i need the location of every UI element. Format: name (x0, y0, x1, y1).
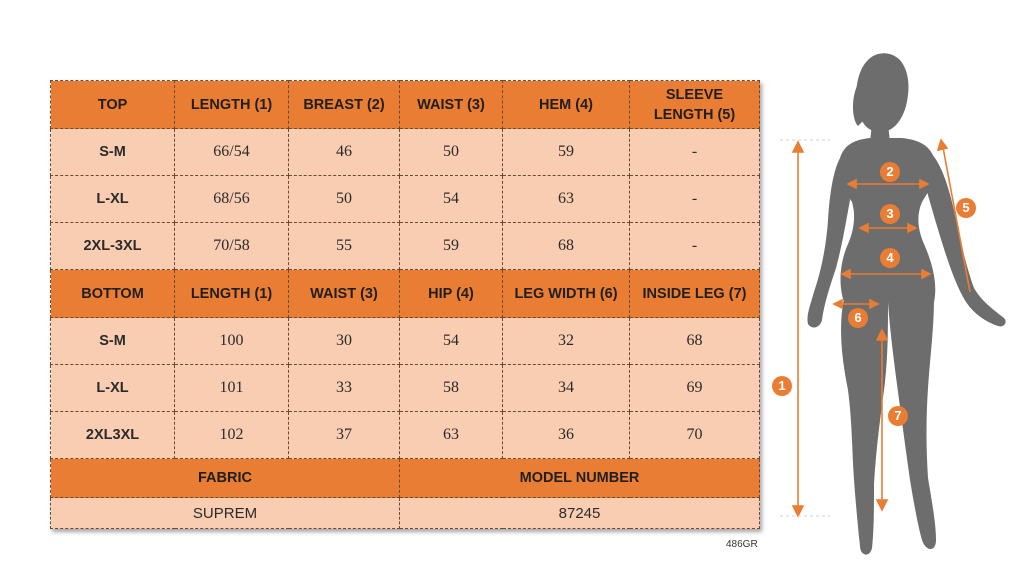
silhouette-diagram (760, 40, 1024, 571)
marker-1-icon: 1 (772, 376, 792, 396)
bottom-header-cell: INSIDE LEG (7) (630, 270, 760, 318)
value-cell: 63 (400, 412, 503, 459)
model-number-value: 87245 (400, 498, 760, 529)
bottom-header-row (51, 270, 760, 318)
marker-7-icon: 7 (888, 406, 908, 426)
fabric-value: SUPREM (51, 498, 400, 529)
top-header-cell: BREAST (2) (289, 81, 400, 129)
bottom-header-cell: BOTTOM (51, 270, 175, 318)
value-cell: - (630, 129, 760, 176)
table-row (51, 412, 760, 459)
value-cell: 102 (175, 412, 289, 459)
table-row (51, 176, 760, 223)
value-cell: 54 (400, 176, 503, 223)
size-cell: 2XL-3XL (51, 223, 175, 270)
marker-6-icon: 6 (848, 308, 868, 328)
value-cell: 66/54 (175, 129, 289, 176)
value-cell: 70/58 (175, 223, 289, 270)
top-header-cell: HEM (4) (503, 81, 630, 129)
marker-2-icon: 2 (880, 162, 900, 182)
table-row (51, 365, 760, 412)
value-cell: 69 (630, 365, 760, 412)
size-cell: L-XL (51, 365, 175, 412)
value-cell: - (630, 176, 760, 223)
value-cell: 36 (503, 412, 630, 459)
value-cell: 68 (630, 318, 760, 365)
value-cell: 70 (630, 412, 760, 459)
bottom-header-cell: LEG WIDTH (6) (503, 270, 630, 318)
value-cell: 63 (503, 176, 630, 223)
value-cell: - (630, 223, 760, 270)
product-code: 486GR (726, 539, 758, 550)
value-cell: 100 (175, 318, 289, 365)
top-header-cell: TOP (51, 81, 175, 129)
top-header-cell: LENGTH (1) (175, 81, 289, 129)
value-cell: 55 (289, 223, 400, 270)
value-cell: 50 (289, 176, 400, 223)
fabric-label: FABRIC (51, 459, 400, 498)
footer-header-row (51, 459, 760, 498)
size-cell: S-M (51, 318, 175, 365)
value-cell: 30 (289, 318, 400, 365)
value-cell: 33 (289, 365, 400, 412)
marker-3-icon: 3 (880, 204, 900, 224)
bottom-header-cell: HIP (4) (400, 270, 503, 318)
value-cell: 101 (175, 365, 289, 412)
size-chart-table (50, 80, 760, 529)
value-cell: 46 (289, 129, 400, 176)
top-header-row (51, 81, 760, 129)
value-cell: 32 (503, 318, 630, 365)
table-row (51, 223, 760, 270)
size-cell: 2XL3XL (51, 412, 175, 459)
value-cell: 37 (289, 412, 400, 459)
value-cell: 50 (400, 129, 503, 176)
size-cell: L-XL (51, 176, 175, 223)
body-measurement-figure (760, 40, 1024, 571)
size-cell: S-M (51, 129, 175, 176)
bottom-header-cell: LENGTH (1) (175, 270, 289, 318)
value-cell: 58 (400, 365, 503, 412)
top-header-cell: WAIST (3) (400, 81, 503, 129)
top-header-cell: SLEEVE LENGTH (5) (630, 81, 760, 129)
marker-4-icon: 4 (880, 248, 900, 268)
value-cell: 59 (400, 223, 503, 270)
marker-5-icon: 5 (956, 198, 976, 218)
table-row (51, 129, 760, 176)
table-row (51, 318, 760, 365)
value-cell: 68/56 (175, 176, 289, 223)
bottom-header-cell: WAIST (3) (289, 270, 400, 318)
value-cell: 54 (400, 318, 503, 365)
value-cell: 68 (503, 223, 630, 270)
footer-value-row (51, 498, 760, 529)
value-cell: 34 (503, 365, 630, 412)
value-cell: 59 (503, 129, 630, 176)
model-number-label: MODEL NUMBER (400, 459, 760, 498)
